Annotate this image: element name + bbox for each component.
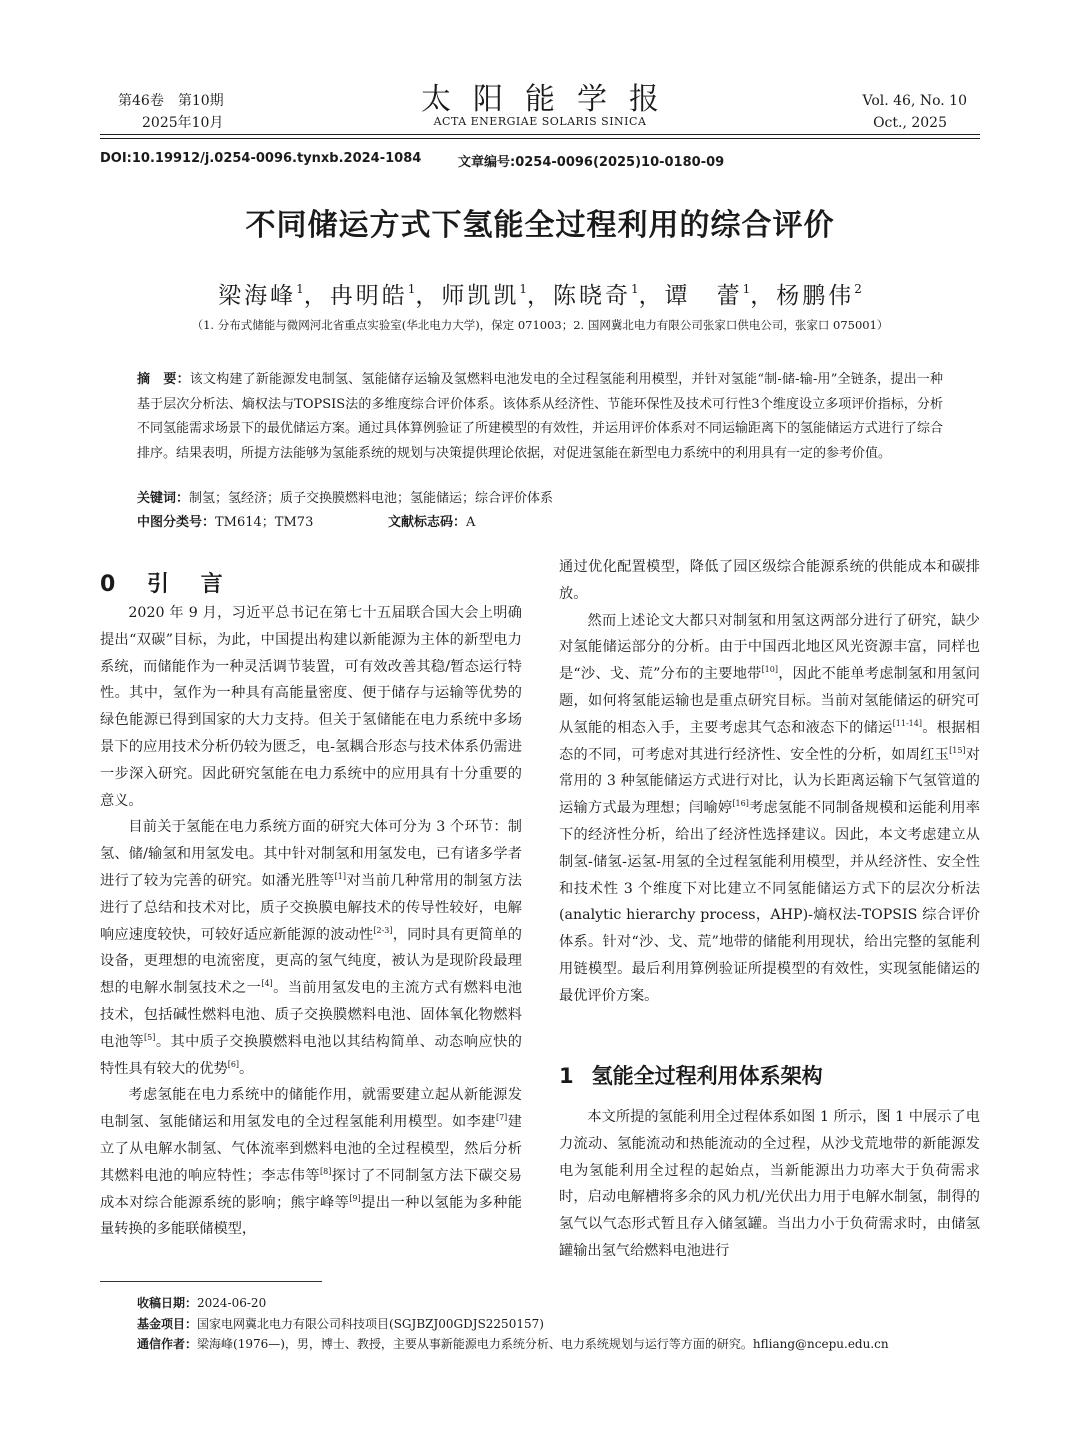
footnote-label: 基金项目：: [137, 1316, 198, 1331]
paper-title: 不同储运方式下氢能全过程利用的综合评价: [245, 208, 835, 243]
citation[interactable]: [1]: [334, 871, 346, 881]
citation[interactable]: [15]: [949, 745, 966, 755]
author-list: 梁海峰$^1$，冉明皓$^1$，师凯凯$^1$，陈晓奇$^1$，谭 蕾$^1$，杨鹏伟$^2$: [218, 282, 862, 309]
footnote-label: 收稿日期：: [137, 1296, 198, 1310]
abstract: [137, 368, 943, 466]
paragraph-text: ，因此不能单考虑制氢和用氢问题，如何将氢能运输也是重点研究目标。当前对氢能储运的研究可从氢能的相态入手，主要考虑其气态和液态下的储运: [559, 666, 980, 736]
doi: DOI:10.19912/j.0254-0096.tynxb.2024-1084: [100, 151, 422, 166]
citation[interactable]: [6]: [227, 1059, 240, 1069]
paragraph: 2020 年 9 月，习近平总书记在第七十五届联合国大会上明确提出“双碳”目标，为此，中国提出构建以新能源为主体的新型电力系统，而储能作为一种灵活调节装置，可有效改善其稳/暂态运行特性。其中，氢作为一种具有高能量密度、便于储存与运输等优势的绿色能源已得到国家的大力支持。但关于氢储能在电力系统中多场景下的应用技术分析仍较为匮乏，电-氢耦合形态与技术体系仍需进一步深入研究。因此研究氢能在电力系统中的应用具有十分重要的意义。: [100, 605, 522, 809]
classification-value: TM614；TM73: [215, 515, 314, 530]
paragraph-text: 。当前用氢发电的主流方式有燃料电池技术，包括碱性燃料电池、质子交换膜燃料电池、固体氧化物燃料电池等: [100, 980, 522, 1050]
paragraph: [100, 814, 522, 1082]
author-name: 梁海峰: [218, 283, 297, 309]
section-number: 1: [559, 1064, 574, 1088]
citation[interactable]: [9]: [349, 1193, 361, 1203]
keywords-text: 制氢；氢经济；质子交换膜燃料电池；氢能储运；综合评价体系: [189, 491, 554, 506]
header-rule-thick: [100, 134, 980, 135]
journal-title-cn: 太阳能学报: [421, 82, 681, 117]
classification-label: 中图分类号：: [137, 515, 216, 530]
paragraph-text: 。根据相态的不同，可考虑对其进行经济性、安全性的分析，如周红玉: [559, 719, 980, 763]
right-column-section1: [559, 1104, 980, 1265]
document-code: [388, 511, 475, 530]
author-affiliation-mark: 2: [854, 282, 862, 296]
affiliations: （1. 分布式储能与微网河北省重点实验室(华北电力大学)，保定 071003；2. 国网冀北电力有限公司张家口供电公司，张家口 075001）: [191, 318, 889, 332]
paragraph: [559, 608, 980, 1010]
paragraph-text: 对常用的 3 种氢能储运方式进行对比，认为长距离运输下气氢管道的运输方式最为理想；闫喻婷: [559, 746, 980, 817]
citation[interactable]: [8]: [319, 1166, 332, 1176]
volume-cn: 第46卷 第10期: [118, 93, 224, 109]
author-affiliation-mark: 1: [296, 282, 304, 296]
paragraph-text: 考虑氢能在电力系统中的储能作用，就需要建立起从新能源发电制氢、氢能储运和用氢发电的全过程氢能利用模型。如李建: [100, 1087, 522, 1131]
section-title: 氢能全过程利用体系架构: [591, 1064, 823, 1088]
author-name: 杨鹏伟: [776, 283, 855, 309]
citation[interactable]: [11-14]: [892, 718, 922, 728]
paragraph: 本文所提的氢能利用全过程体系如图 1 所示，图 1 中展示了电力流动、氢能流动和热能流动的全过程，从沙戈荒地带的新能源发电为氢能利用全过程的起始点，当新能源出力功率大于负荷需求时，启动电解槽将多余的风力机/光伏出力用于电解水制氢，制得的氢气以气态形式暂且存入储氢罐。当出力小于负荷需求时，由储氢罐输出氢气给燃料电池进行: [559, 1109, 980, 1259]
volume-en: Vol. 46, No. 10: [862, 93, 967, 109]
paragraph-text: 建立了从电解水制氢、气体流率到燃料电池的全过程模型，然后分析其燃料电池的响应特性；李志伟等: [100, 1114, 522, 1184]
paragraph-text: 探讨了不同制氢方法下碳交易成本对综合能源系统的影响；熊宇峰等: [100, 1167, 522, 1211]
paragraph-text: 考虑氢能不同制备规模和运能利用率下的经济性分析，给出了经济性选择建议。因此，本文考虑建立从制氢-储氢-运氢-用氢的全过程氢能利用模型，并从经济性、安全性和技术性 3 个维度下对比建立不同氢能储运方式下的层次分析法(analytic hierarchy process，AHP)-熵权法-TOPSIS 综合评价体系。针对“沙、戈、荒”地带的储能利用现状，给出完整的氢能利用链模型。最后利用算例验证所提模型的有效性，实现氢能储运的最优评价方案。: [559, 800, 980, 1004]
citation[interactable]: [5]: [144, 1032, 156, 1042]
section-heading-introduction: 0 引 言: [100, 572, 235, 597]
header-right: [863, 90, 968, 134]
footnote-received: [137, 1293, 889, 1314]
footnote-value: 梁海峰(1976—)，男，博士、教授，主要从事新能源电力系统分析、电力系统规划与运行等方面的研究。hfliang@ncepu.edu.cn: [197, 1337, 889, 1351]
footnote-value: 国家电网冀北电力有限公司科技项目(SGJBZJ00GDJS2250157): [197, 1316, 544, 1331]
paragraph-text: 对当前几种常用的制氢方法进行了总结和技术对比，质子交换膜电解技术的传导性较好，电解响应速度较快，可较好适应新能源的波动性: [100, 872, 522, 943]
footnotes: [137, 1293, 889, 1355]
document-code-label: 文献标志码：: [388, 515, 467, 530]
footnote-author: [137, 1334, 889, 1355]
footnote-rule: [100, 1281, 322, 1282]
paragraph-text: 。: [239, 1060, 254, 1077]
abstract-text: 该文构建了新能源发电制氢、氢能储存运输及氢燃料电池发电的全过程氢能利用模型，并针对氢能“制-储-输-用”全链条，提出一种基于层次分析法、熵权法与TOPSIS法的多维度综合评价体系。该体系从经济性、节能环保性及技术可行性3个维度设立多项评价指标，分析不同氢能需求场景下的最优储运方案。通过具体算例验证了所建模型的有效性，并运用评价体系对不同运输距离下的氢能储运方式进行了综合排序。结果表明，所提方法能够为氢能系统的规划与决策提供理论依据，对促进氢能在新型电力系统中的利用具有一定的参考价值。: [137, 372, 944, 461]
keywords-label: 关键词：: [137, 491, 190, 506]
citation[interactable]: [2-3]: [373, 925, 393, 935]
paragraph-text: 提出一种以氢能为多种能量转换的多能联储模型，: [100, 1194, 522, 1238]
date-en: Oct., 2025: [873, 115, 947, 131]
journal-title-en: ACTA ENERGIAE SOLARIS SINICA: [433, 115, 647, 128]
author-name: 谭 蕾: [664, 283, 743, 309]
right-column: [559, 554, 980, 1010]
left-column: [100, 600, 522, 1243]
citation[interactable]: [10]: [761, 665, 778, 675]
author-affiliation-mark: 1: [742, 282, 751, 296]
keywords: [137, 487, 553, 506]
author-name: 冉明皓: [329, 283, 408, 309]
paragraph-text: ，同时具有更简单的设备，更理想的电流密度，更高的氢气纯度，被认为是现阶段最理想的电解水制氢技术之一: [100, 926, 522, 997]
paragraph: [100, 1082, 522, 1243]
article-number: 文章编号:0254-0096(2025)10-0180-09: [458, 155, 725, 170]
section-heading-architecture: [559, 1060, 823, 1090]
classification: [137, 511, 313, 530]
abstract-label: 摘 要：: [137, 372, 190, 387]
footnote-label: 通信作者：: [137, 1337, 198, 1351]
paragraph-text: 目前关于氢能在电力系统方面的研究大体可分为 3 个环节：制氢、储/输氢和用氢发电。其中针对制氢和用氢发电，已有诸多学者进行了较为完善的研究。如潘光胜等: [100, 819, 522, 889]
author-affiliation-mark: 1: [407, 282, 416, 296]
header-rule-thin: [100, 138, 980, 139]
author-affiliation-mark: 1: [519, 282, 527, 296]
citation[interactable]: [4]: [261, 979, 273, 989]
document-code-value: A: [466, 515, 476, 530]
paragraph-text: 然而上述论文大都只对制氢和用氢这两部分进行了研究，缺少对氢能储运部分的分析。由于中国西北地区风光资源丰富，同样也是“沙、戈、荒”分布的主要地带: [559, 612, 980, 683]
paragraph-text: 。其中质子交换膜燃料电池以其结构简单、动态响应快的特性具有较大的优势: [100, 1033, 522, 1077]
citation[interactable]: [7]: [495, 1113, 508, 1123]
footnote-fund: [137, 1314, 889, 1335]
citation[interactable]: [16]: [732, 799, 749, 809]
author-name: 陈晓奇: [553, 283, 631, 309]
author-name: 师凯凯: [441, 283, 520, 309]
paragraph: 通过优化配置模型，降低了园区级综合能源系统的供能成本和碳排放。: [559, 559, 980, 602]
footnote-value: 2024-06-20: [197, 1296, 267, 1310]
date-cn: 2025年10月: [142, 115, 224, 131]
author-affiliation-mark: 1: [631, 282, 639, 296]
